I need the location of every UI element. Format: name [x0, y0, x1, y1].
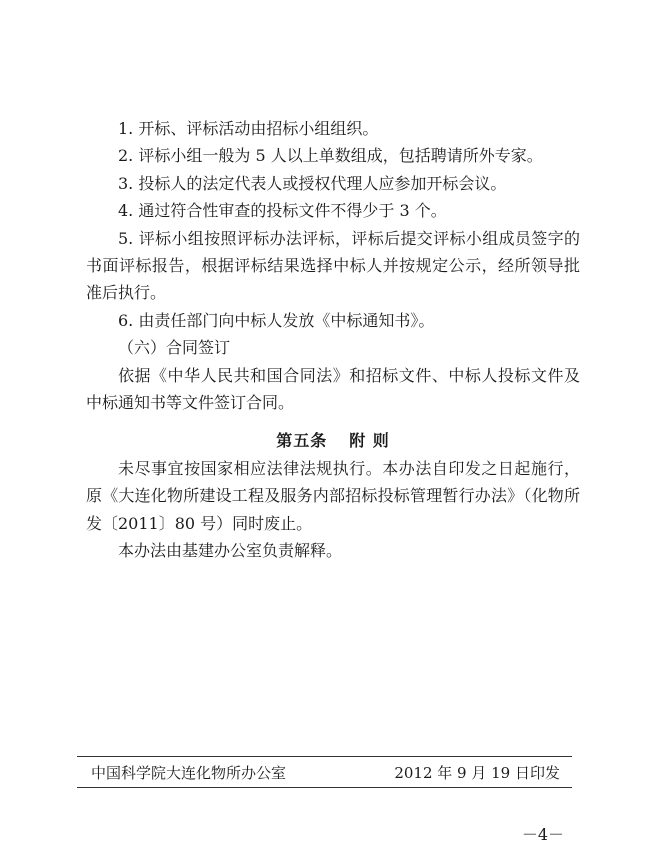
issuer-name: 中国科学院大连化物所办公室	[91, 763, 287, 782]
section-title	[86, 427, 580, 454]
clause-item-5: 5. 评标小组按照评标办法评标，评标后提交评标小组成员签字的书面评标报告，根据评标结果选择中标人并按规定公示，经所领导批准后执行。	[86, 228, 580, 303]
contract-paragraph: 依据《中华人民共和国合同法》和招标文件、中标人投标文件及中标通知书等文件签订合同。	[86, 365, 580, 413]
page-number: －4－	[521, 825, 564, 844]
section-title-number: 第五条	[276, 431, 328, 451]
clause-item-2: 2. 评标小组一般为 5 人以上单数组成，包括聘请所外专家。	[118, 146, 543, 166]
clause-item-4: 4. 通过符合性审查的投标文件不得少于 3 个。	[118, 201, 447, 221]
subsection-heading: （六）合同签订	[118, 338, 231, 358]
issuance-footer	[77, 756, 572, 788]
footer-bottom-rule	[77, 787, 572, 788]
supplementary-paragraph-2: 本办法由基建办公室负责解释。	[118, 541, 343, 561]
supplementary-paragraph-1: 未尽事宜按国家相应法律法规执行。本办法自印发之日起施行，原《大连化物所建设工程及服务内部招标投标管理暂行办法》（化物所发〔2011〕80 号）同时废止。	[86, 458, 580, 533]
issue-date: 2012 年 9 月 19 日印发	[394, 763, 560, 782]
footer-row	[77, 757, 572, 787]
section-title-name: 附 则	[349, 431, 390, 451]
clause-item-1: 1. 开标、评标活动由招标小组组织。	[118, 119, 379, 138]
clause-item-3: 3. 投标人的法定代表人或授权代理人应参加开标会议。	[118, 173, 507, 193]
document-body	[86, 115, 580, 565]
clause-item-6: 6. 由责任部门向中标人发放《中标通知书》。	[118, 310, 435, 330]
